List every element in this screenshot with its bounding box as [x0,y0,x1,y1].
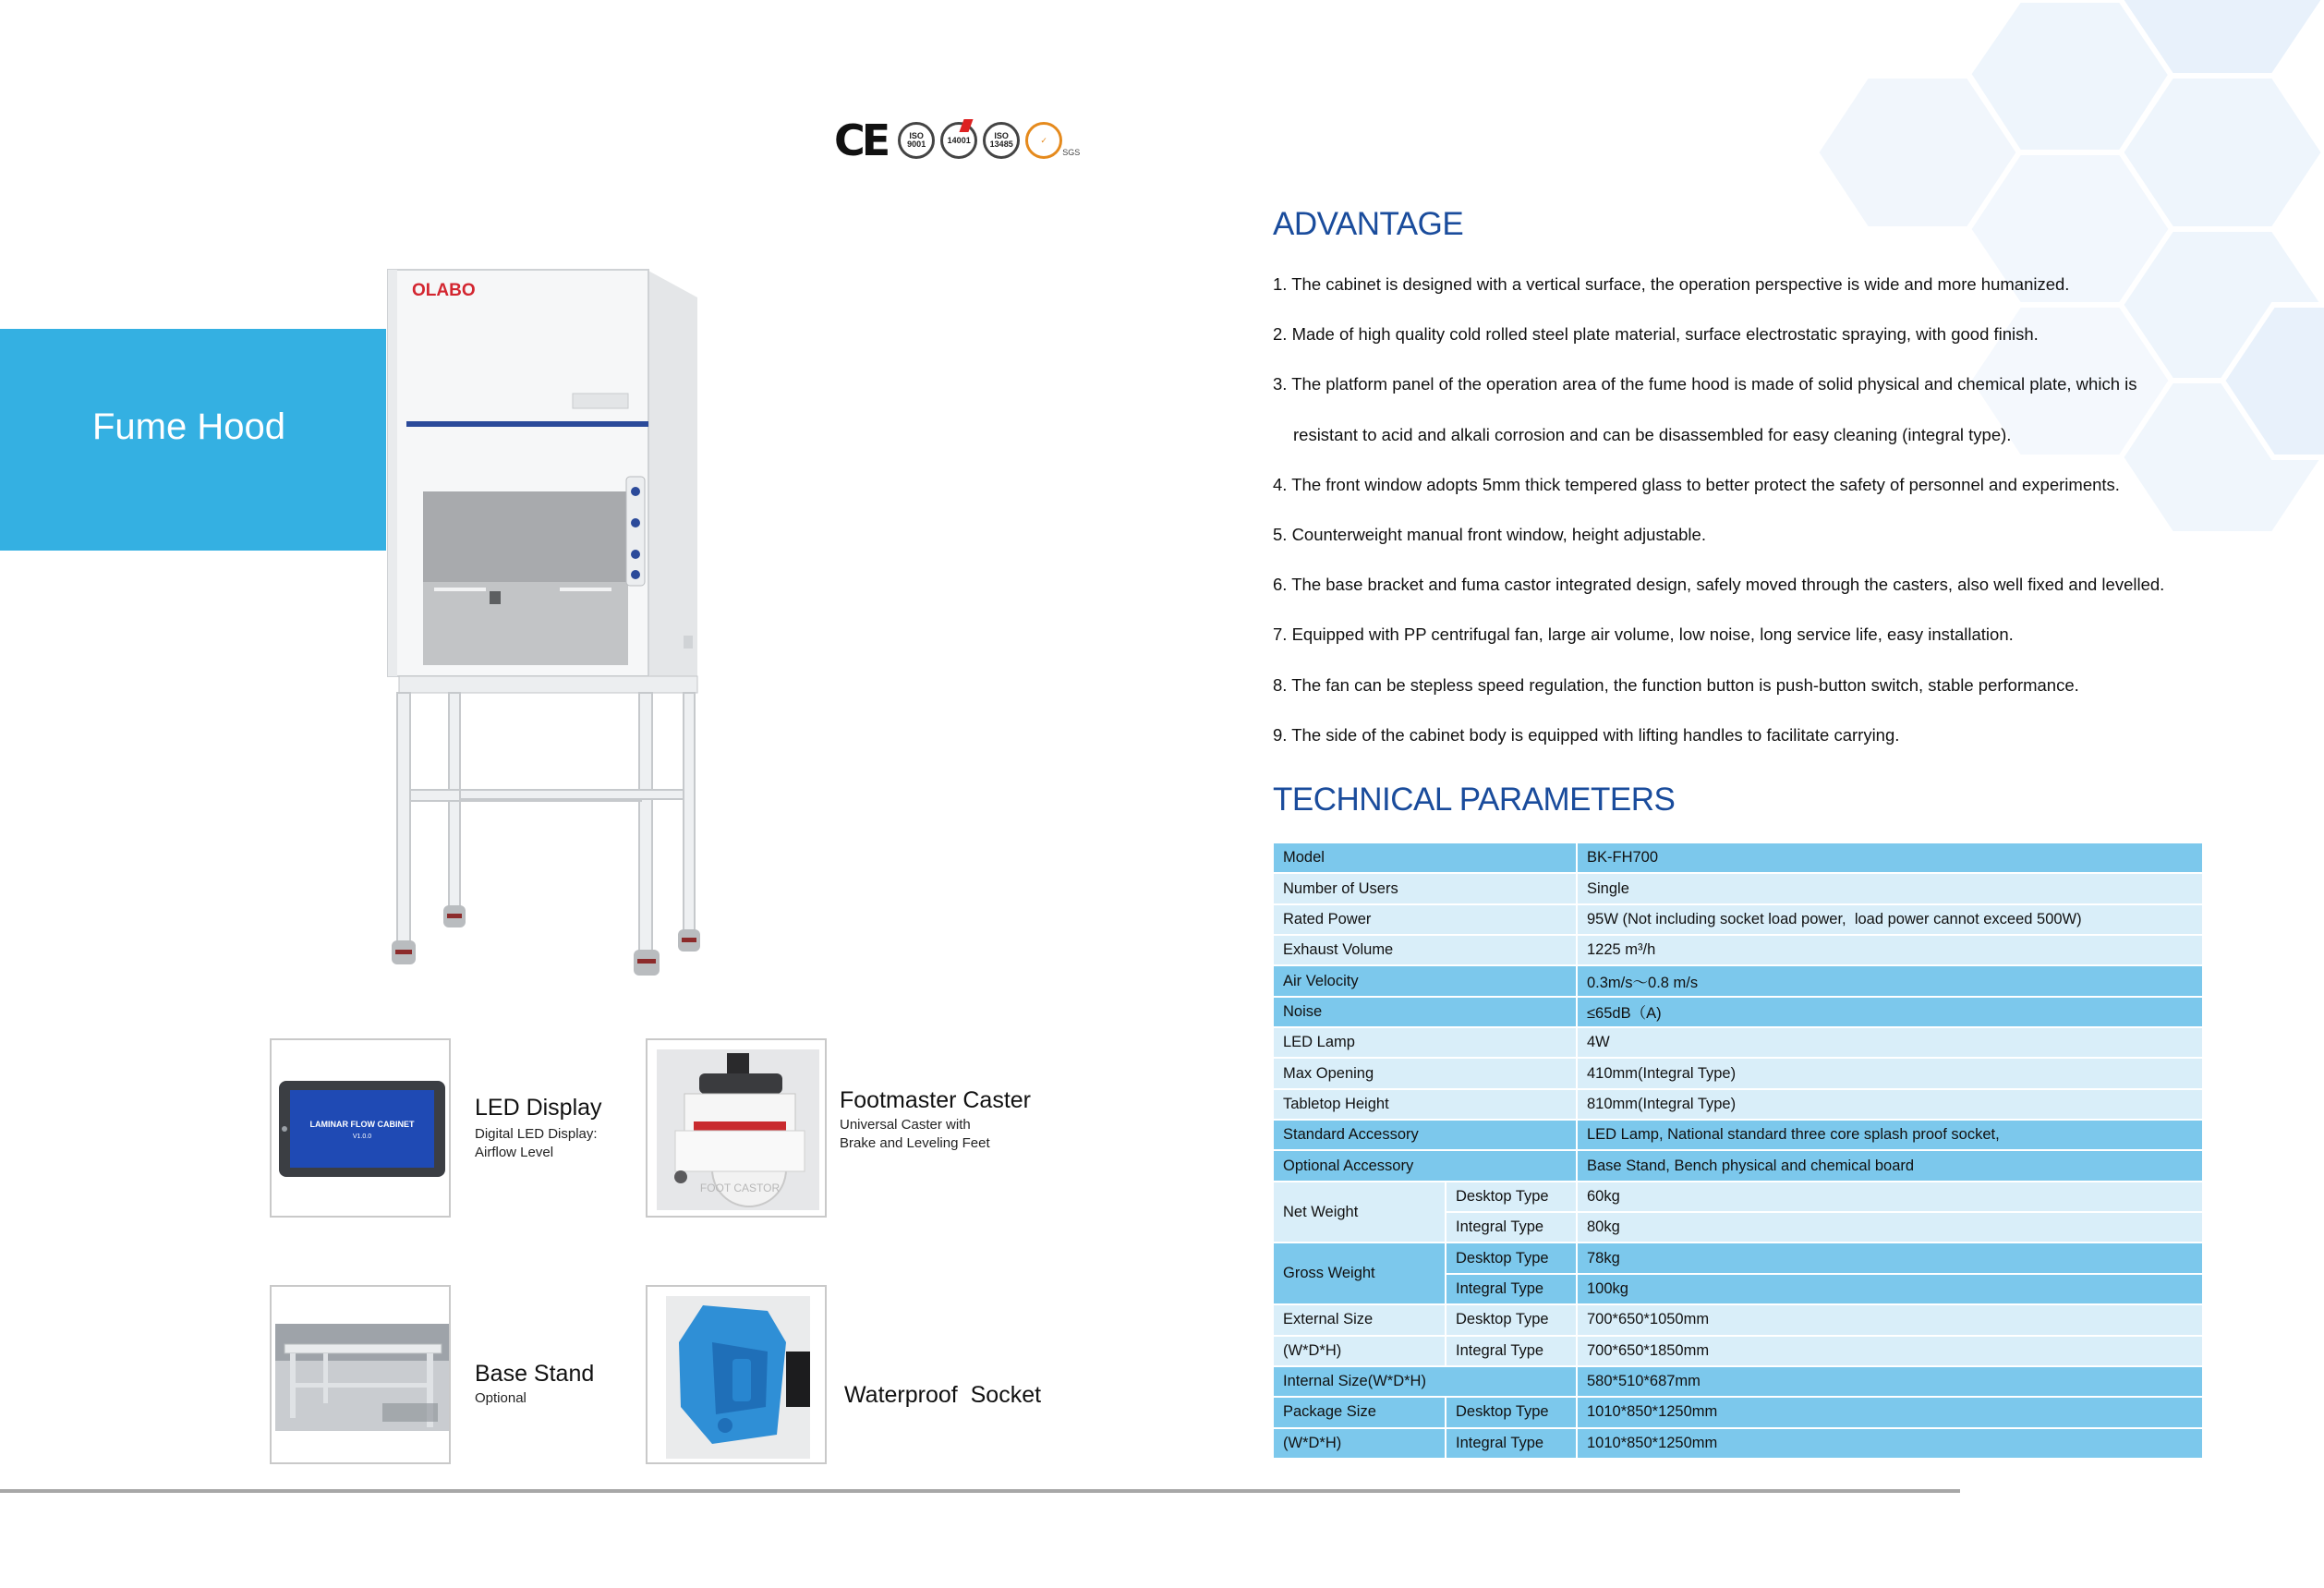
spec-label: Model [1273,842,1577,873]
sgs-seal: ✓ [1025,122,1062,159]
table-row [1273,1120,2203,1150]
spec-value: ≤65dB（A) [1577,997,2203,1027]
table-row [1273,1304,2203,1335]
caster-caption [840,1088,1031,1153]
iso14001-seal: 14001 [940,122,977,159]
spec-sublabel: Integral Type [1446,1274,1577,1304]
caster-title: Footmaster Caster [840,1087,1032,1113]
caster-brand-print: FOOT CASTOR [699,1182,781,1194]
spec-label: Noise [1273,997,1577,1027]
spec-value: 100kg [1577,1274,2203,1304]
spec-sublabel: Desktop Type [1446,1243,1577,1273]
spec-value: 95W (Not including socket load power, load power cannot exceed 500W) [1577,904,2203,935]
advantage-item: 5. Counterweight manual front window, height adjustable. [1273,525,1706,544]
sgs-label: SGS [1062,148,1081,157]
led-display-tile [270,1038,451,1218]
caster-sub1: Universal Caster with [840,1116,971,1133]
advantage-item: 3. The platform panel of the operation area of the fume hood is made of solid physical and chemical plate, which is [1273,374,2137,394]
technical-heading: TECHNICAL PARAMETERS [1273,782,1676,818]
spec-value: 4W [1577,1027,2203,1058]
socket-tile [646,1285,827,1464]
hexagon-decoration [1751,0,2324,591]
iso13485-seal: ISO 13485 [983,122,1020,159]
spec-value: BK-FH700 [1577,842,2203,873]
spec-value: Base Stand, Bench physical and chemical board [1577,1150,2203,1181]
advantage-item: 8. The fan can be stepless speed regulation, the function button is push-button switch, stable performance. [1273,675,2079,695]
table-row [1273,904,2203,935]
spec-value: 410mm(Integral Type) [1577,1058,2203,1088]
spec-label: External Size [1273,1304,1446,1335]
spec-sublabel: Desktop Type [1446,1182,1577,1212]
base-stand-tile [270,1285,451,1464]
base-stand-caption [475,1362,594,1408]
page-title: Fume Hood [92,406,285,447]
table-row [1273,1397,2203,1427]
spec-label: Exhaust Volume [1273,935,1577,965]
spec-value: 580*510*687mm [1577,1366,2203,1397]
table-row [1273,1336,2203,1366]
spec-value: 80kg [1577,1212,2203,1243]
spec-label: Air Velocity [1273,965,1577,996]
spec-label: LED Lamp [1273,1027,1577,1058]
table-row [1273,1089,2203,1120]
spec-value: Single [1577,873,2203,903]
spec-label: Tabletop Height [1273,1089,1577,1120]
fume-hood-illustration [379,259,730,998]
advantage-item: 7. Equipped with PP centrifugal fan, large air volume, low noise, long service life, easy installation. [1273,624,2014,644]
base-stand-title: Base Stand [475,1361,595,1387]
table-row [1273,935,2203,965]
certification-logos [834,115,1081,165]
spec-value: 1010*850*1250mm [1577,1397,2203,1427]
spec-label: Number of Users [1273,873,1577,903]
spec-label: Internal Size(W*D*H) [1273,1366,1577,1397]
base-stand-image [272,1287,451,1464]
spec-label: (W*D*H) [1273,1428,1446,1459]
led-screen-title: LAMINAR FLOW CABINET [309,1120,415,1129]
spec-label: Gross Weight [1273,1243,1446,1304]
brand-logo: OLABO [412,281,476,300]
bottom-divider [0,1489,1960,1493]
spec-table [1272,842,2204,1460]
spec-value: 0.3m/s〜0.8 m/s [1577,965,2203,996]
spec-sublabel: Integral Type [1446,1336,1577,1366]
spec-label: (W*D*H) [1273,1336,1446,1366]
table-row [1273,965,2203,996]
caster-sub2: Brake and Leveling Feet [840,1134,990,1151]
spec-value: 78kg [1577,1243,2203,1273]
advantage-item: 6. The base bracket and fuma castor integrated design, safely moved through the casters, also well fixed and levelled. [1273,575,2165,594]
spec-value: LED Lamp, National standard three core splash proof socket, [1577,1120,2203,1150]
caster-tile [646,1038,827,1218]
led-screen-version: V1.0.0 [352,1133,372,1140]
spec-sublabel: Integral Type [1446,1428,1577,1459]
spec-label: Standard Accessory [1273,1120,1577,1150]
spec-label: Optional Accessory [1273,1150,1577,1181]
caster-image [648,1040,827,1218]
spec-label: Rated Power [1273,904,1577,935]
socket-caption [844,1383,1041,1409]
led-display-sub2: Airflow Level [475,1144,554,1160]
base-stand-sub1: Optional [475,1389,527,1406]
spec-sublabel: Desktop Type [1446,1304,1577,1335]
ce-mark: CE [834,115,888,165]
spec-label: Net Weight [1273,1182,1446,1243]
table-row [1273,873,2203,903]
table-row [1273,1243,2203,1273]
table-row [1273,1428,2203,1459]
socket-image [648,1287,827,1464]
table-row [1273,1150,2203,1181]
table-row [1273,842,2203,873]
spec-label: Package Size [1273,1397,1446,1427]
table-row [1273,1058,2203,1088]
advantage-item: 2. Made of high quality cold rolled steel plate material, surface electrostatic spraying, with good finish. [1273,324,2039,344]
spec-value: 700*650*1050mm [1577,1304,2203,1335]
led-display-image [272,1040,451,1218]
led-display-title: LED Display [475,1095,602,1121]
advantage-item: 9. The side of the cabinet body is equipped with lifting handles to facilitate carrying. [1273,725,1900,745]
led-display-sub1: Digital LED Display: [475,1125,598,1142]
table-row [1273,997,2203,1027]
advantage-heading: ADVANTAGE [1273,206,1464,242]
advantage-item: 4. The front window adopts 5mm thick tempered glass to better protect the safety of personnel and experiments. [1273,475,2120,494]
iso9001-seal: ISO 9001 [898,122,935,159]
spec-value: 1010*850*1250mm [1577,1428,2203,1459]
spec-label: Max Opening [1273,1058,1577,1088]
socket-title: Waterproof Socket [844,1382,1042,1408]
spec-value: 700*650*1850mm [1577,1336,2203,1366]
spec-value: 1225 m³/h [1577,935,2203,965]
led-display-caption [475,1096,602,1162]
table-row [1273,1366,2203,1397]
table-row [1273,1182,2203,1212]
spec-value: 810mm(Integral Type) [1577,1089,2203,1120]
advantage-item-continued: resistant to acid and alkali corrosion and can be disassembled for easy cleaning (integral type). [1293,425,2012,444]
advantage-item: 1. The cabinet is designed with a vertical surface, the operation perspective is wide and more humanized. [1273,274,2070,294]
table-row [1273,1027,2203,1058]
spec-sublabel: Integral Type [1446,1212,1577,1243]
spec-sublabel: Desktop Type [1446,1397,1577,1427]
spec-value: 60kg [1577,1182,2203,1212]
